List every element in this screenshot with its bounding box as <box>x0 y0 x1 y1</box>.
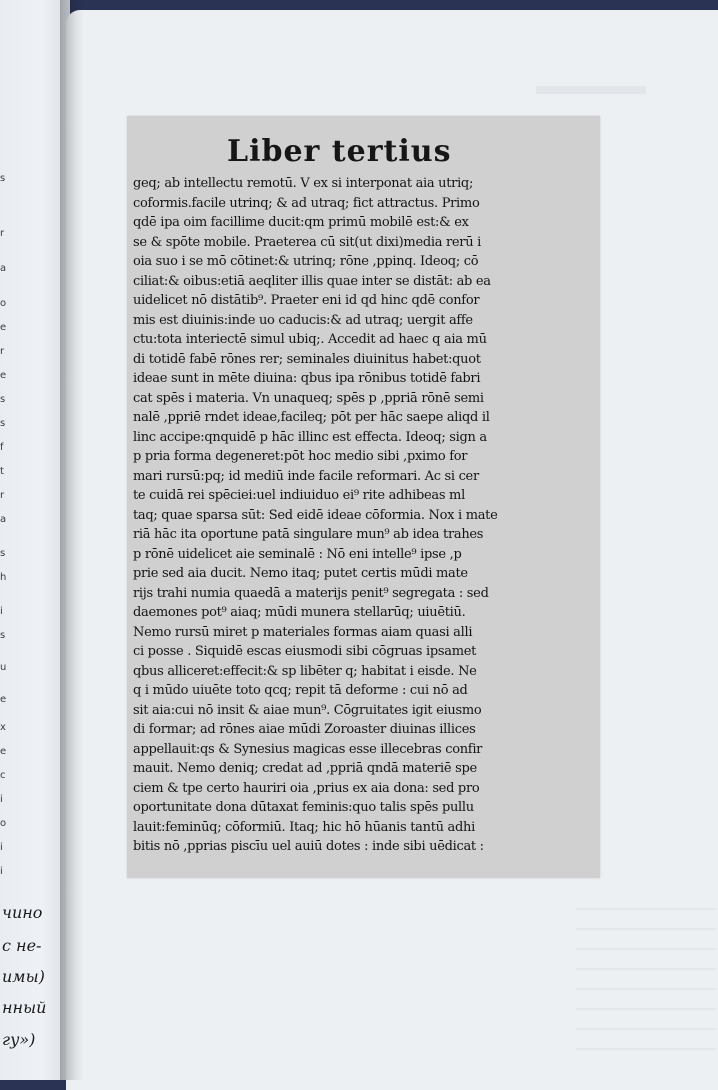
margin-mark: r <box>0 490 5 501</box>
facsimile-line: ciem & tpe certo hauriri oia ,prius ex aia dona: sed pro <box>133 780 480 796</box>
margin-mark: t <box>0 466 4 477</box>
facsimile-line: oia suo i se mō cōtinet:& utrinq; rōne ,ppinq. Ideoq; cō <box>133 254 479 269</box>
facsimile-line: bitis nō ,pprias piscīu uel auiū dotes : inde sibi uēdicat : <box>133 839 484 854</box>
facsimile-line: mis est diuinis:inde uo caducis:& ad utraq; uergit affe <box>133 312 473 328</box>
facsimile-line: di formar; ad rōnes aiae mūdi Zoroaster diuinas illices <box>133 722 476 737</box>
margin-mark: o <box>0 818 7 829</box>
facsimile-line: p rōnē uidelicet aie seminalē : Nō eni intelle⁹ ipse ,p <box>133 546 462 562</box>
facsimile-line: lauit:feminūq; cōformiū. Itaq; hic hō hūanis tantū adhi <box>133 819 475 835</box>
facsimile-line: di totidē fabē rōnes rer; seminales diuinitus habet:quot <box>133 351 481 367</box>
margin-mark: i <box>0 866 3 877</box>
facsimile-line: sit aia:cui nō insit & aiae mun⁹. Cōgruitates igit eiusmo <box>133 702 482 718</box>
left-page-text-line: нный <box>2 998 47 1017</box>
facsimile-line: taq; quae sparsa sūt: Sed eidē ideae cōformia. Nox i mate <box>133 507 498 523</box>
margin-mark: f <box>0 442 4 453</box>
facsimile-line: qbus alliceret:effecit:& sp libēter q; habitat i eisde. Ne <box>133 663 477 679</box>
show-through-text-mark <box>536 80 646 100</box>
facsimile-line: geq; ab intellectu remotū. V ex si interponat aia utriq; <box>133 176 474 191</box>
facsimile-line: te cuidā rei spēciei:uel indiuiduo ei⁹ rite adhibeas ml <box>133 488 465 503</box>
margin-mark: s <box>0 173 6 184</box>
margin-mark: o <box>0 298 7 309</box>
margin-mark: u <box>0 662 7 673</box>
left-page-text-line: гу») <box>2 1030 36 1049</box>
margin-mark: e <box>0 694 7 705</box>
facsimile-line: uidelicet nō distātib⁹. Praeter eni id qd hinc qdē confor <box>133 293 480 308</box>
margin-mark: i <box>0 842 3 853</box>
margin-mark: e <box>0 746 7 757</box>
facsimile-line: q i mūdo uiuēte toto qcq; repit tā deforme : cui nō ad <box>133 683 468 698</box>
margin-mark: r <box>0 228 5 239</box>
facsimile-line: se & spōte mobile. Praeterea cū sit(ut dixi)media rerū i <box>133 234 481 250</box>
facsimile-line: mari rursū:pq; id mediū inde facile reformari. Ac si cer <box>133 468 479 484</box>
facsimile-line: mauit. Nemo deniq; credat ad ,ppriā qndā materiē spe <box>133 761 477 776</box>
facsimile-line: ci posse . Siquidē escas eiusmodi sibi cōgruas ipsamet <box>133 644 477 659</box>
margin-mark: a <box>0 263 7 274</box>
margin-mark: s <box>0 548 6 559</box>
left-page-text-line: с не- <box>2 936 42 955</box>
facsimile-line: coformis.facile utrinq; & ad utraq; fict attractus. Primo <box>133 195 480 211</box>
margin-mark: s <box>0 394 6 405</box>
margin-mark: a <box>0 514 7 525</box>
margin-mark: e <box>0 322 7 333</box>
facsimile-heading: Liber tertius <box>227 134 452 169</box>
facsimile-line: ideae sunt in mēte diuina: qbus ipa rōnibus totidē fabri <box>133 371 481 386</box>
margin-mark: e <box>0 370 7 381</box>
left-page-text-line: чино <box>2 903 43 922</box>
margin-mark: s <box>0 418 6 429</box>
facsimile-line: appellauit:qs & Synesius magicas esse illecebras confir <box>133 741 483 757</box>
facsimile-line: daemones pot⁹ aiaq; mūdi munera stellarūq; uiuētiū. <box>133 605 466 620</box>
margin-mark: h <box>0 572 7 583</box>
facsimile-line: prie sed aia ducit. Nemo itaq; putet certis mūdi mate <box>133 566 468 581</box>
facsimile-line: riā hāc ita oportune patā singulare mun⁹ ab idea trahes <box>133 527 484 542</box>
facsimile-line: ctu:tota interiectē simul ubiq;. Accedit ad haec q aia mū <box>133 332 487 347</box>
book-gutter-shadow <box>60 0 84 1080</box>
facsimile-line: ciliat:& oibus:etiā aeqliter illis quae inter se distāt: ab ea <box>133 273 491 289</box>
show-through-heading <box>536 80 646 106</box>
left-page-text-line: имы) <box>2 967 45 986</box>
facsimile-line: cat spēs i materia. Vn unaqueq; spēs p ,ppriā rōnē semi <box>133 390 484 406</box>
margin-mark: i <box>0 606 3 617</box>
facsimile-line: qdē ipa oim facillime ducit:qm primū mobilē est:& ex <box>133 215 469 230</box>
margin-mark: r <box>0 346 5 357</box>
facsimile-line: oportunitate dona dūtaxat feminis:quo talis spēs pullu <box>133 800 474 815</box>
margin-mark: s <box>0 630 6 641</box>
facsimile-line: Nemo rursū miret p materiales formas aiam quasi alli <box>133 624 473 640</box>
margin-mark: x <box>0 722 6 733</box>
facsimile-text-block <box>133 174 593 857</box>
facsimile-line: rijs trahi numia quaedā a materijs penit⁹ segregata : sed <box>133 585 489 601</box>
incunabula-facsimile-plate <box>127 116 600 878</box>
show-through-text <box>576 890 716 1068</box>
facsimile-line: nalē ,ppriē rndet ideae,facileq; pōt per hāc saepe aliqd il <box>133 410 490 425</box>
margin-mark: c <box>0 770 6 781</box>
facsimile-line: linc accipe:qnquidē p hāc illinc est effecta. Ideoq; sign a <box>133 429 487 445</box>
margin-mark: i <box>0 794 3 805</box>
facsimile-line: p pria forma degeneret:pōt hoc medio sibi ,pximo for <box>133 449 468 464</box>
